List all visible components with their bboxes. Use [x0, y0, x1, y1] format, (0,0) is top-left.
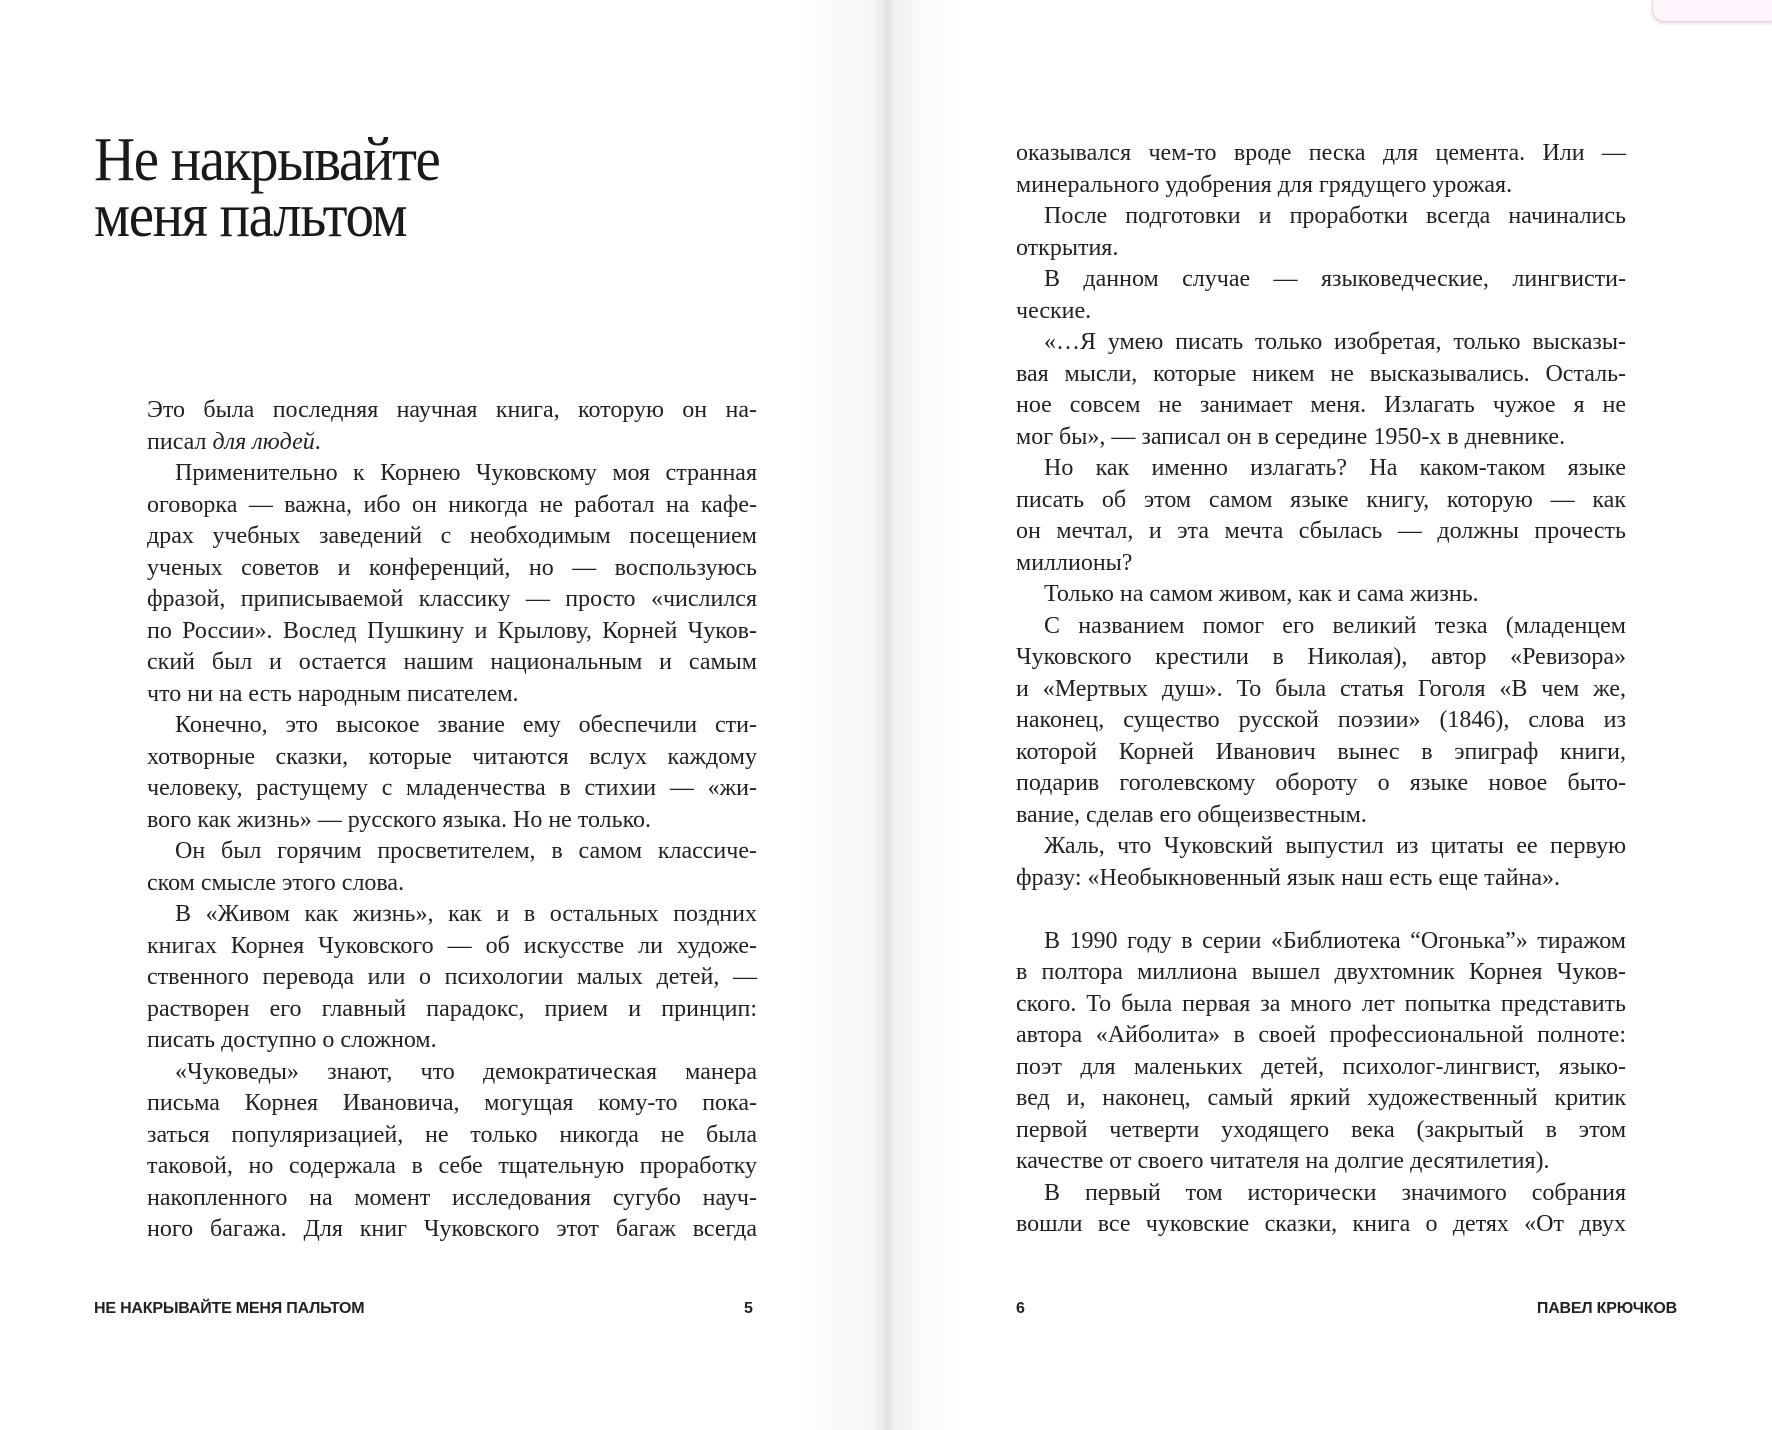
paragraph — [1016, 926, 1626, 1178]
left-page-body — [147, 395, 757, 1246]
chapter-title-line: меня пальтом — [94, 182, 407, 250]
text-line: драх учебных заведений с необходимым посещением — [147, 523, 757, 549]
page-number: 5 — [744, 1300, 753, 1317]
paragraph — [147, 395, 757, 458]
text-line: открытия. — [1016, 234, 1119, 261]
text-segment: . — [314, 428, 321, 455]
paragraph — [1016, 831, 1626, 894]
text-line: человеку, растущему с младенчества в стихии — «жи- — [147, 775, 757, 801]
text-line: В «Живом как жизнь», как и в остальных поздних — [175, 901, 757, 927]
text-line: Конечно, это высокое звание ему обеспечили сти- — [175, 712, 757, 738]
text-line: оговорка — важна, ибо он никогда не работал на кафе- — [147, 491, 757, 518]
text-line: таковой, но содержала в себе тщательную проработку — [147, 1153, 757, 1179]
text-line: вая мысли, которые никем не высказывались. Осталь- — [1016, 360, 1626, 387]
text-line: мог бы», — записал он в середине 1950-х в дневнике. — [1016, 423, 1566, 450]
text-line: «Чуковеды» знают, что демократическая манера — [175, 1058, 757, 1085]
paragraph — [1016, 453, 1626, 579]
text-line: минерального удобрения для грядущего урожая. — [1016, 171, 1513, 198]
text-line: подарив гоголевскому обороту о языке новое быто- — [1016, 770, 1626, 796]
text-line: Применительно к Корнею Чуковскому моя странная — [175, 460, 757, 486]
text-line: В данном случае — языковедческие, лингвисти- — [1044, 266, 1626, 292]
paragraph — [147, 899, 757, 1057]
text-segment: писал — [147, 428, 213, 455]
text-line: писать доступно о сложном. — [147, 1027, 437, 1053]
text-line: ского. То была первая за много лет попытка представить — [1016, 990, 1626, 1017]
text-line: и «Мертвых душ». То была статья Гоголя «В чем же, — [1016, 675, 1626, 702]
text-line: письма Корнея Ивановича, могущая кому-то пока- — [147, 1090, 757, 1116]
right-page-body — [1016, 138, 1626, 1241]
text-line: первой четверти уходящего века (закрытый в этом — [1016, 1116, 1626, 1143]
text-line: Он был горячим просветителем, в самом классиче- — [175, 838, 757, 864]
paragraph — [147, 836, 757, 899]
text-line: автора «Айболита» в своей профессиональной полноте: — [1016, 1022, 1626, 1048]
text-line: фразой, приписываемой классику — просто «числился — [147, 586, 757, 612]
text-line: по России». Вослед Пушкину и Крылову, Корней Чуков- — [147, 617, 757, 644]
text-line: оказывался чем-то вроде песка для цемента. Или — — [1016, 140, 1626, 166]
text-line: заться популяризацией, не только никогда не была — [147, 1121, 757, 1148]
text-line: ский был и остается нашим национальным и самым — [147, 649, 757, 675]
text-line: После подготовки и проработки всегда начинались — [1044, 203, 1626, 229]
right-page — [885, 0, 1772, 1430]
paragraph — [147, 710, 757, 836]
text-line: ческие. — [1016, 297, 1092, 324]
paragraph — [1016, 138, 1626, 201]
text-line: что ни на есть народным писателем. — [147, 680, 519, 707]
text-line: поэт для маленьких детей, психолог-лингвист, языко- — [1016, 1053, 1626, 1080]
text-line: Это была последняя научная книга, которую он на- — [147, 397, 757, 423]
paragraph — [1016, 201, 1626, 264]
text-line: ного багажа. Для книг Чуковского этот багаж всегда — [147, 1216, 757, 1242]
text-line: «…Я умею писать только изобретая, только высказы- — [1044, 329, 1626, 355]
text-line: накопленного на момент исследования сугубо науч- — [147, 1184, 757, 1211]
text-line: он мечтал, и эта мечта сбылась — должны прочесть — [1016, 518, 1626, 544]
text-line: книгах Корнея Чуковского — об искусстве ли художе- — [147, 932, 757, 959]
italic-emphasis: для людей — [212, 428, 315, 455]
text-line: хотворные сказки, которые читаются вслух каждому — [147, 743, 757, 770]
text-line: писать об этом самом языке книгу, которую — как — [1016, 486, 1626, 513]
paragraph — [147, 458, 757, 710]
text-line: Но как именно излагать? На каком-таком языке — [1044, 455, 1626, 481]
text-line: ученых советов и конференций, но — воспользуюсь — [147, 554, 757, 581]
text-line: ском смысле этого слова. — [147, 869, 405, 896]
paragraph — [1016, 264, 1626, 327]
popup-panel-edge[interactable] — [1652, 0, 1772, 22]
text-line — [147, 427, 757, 459]
text-line: Чуковского крестили в Николая), автор «Ревизора» — [1016, 644, 1626, 670]
text-line: Жаль, что Чуковский выпустил из цитаты ее первую — [1044, 833, 1626, 859]
text-line: В первый том исторически значимого собрания — [1044, 1179, 1626, 1206]
text-line: Только на самом живом, как и сама жизнь. — [1044, 581, 1479, 607]
text-line: растворен его главный парадокс, прием и принцип: — [147, 995, 757, 1022]
text-line: качестве от своего читателя на долгие десятилетия). — [1016, 1148, 1550, 1174]
paragraph — [1016, 1178, 1626, 1241]
chapter-title — [94, 126, 440, 250]
text-line: вед и, наконец, самый яркий художественный критик — [1016, 1085, 1626, 1111]
running-header-author: ПАВЕЛ КРЮЧКОВ — [1536, 1300, 1677, 1317]
text-line: миллионы? — [1016, 549, 1133, 576]
running-header-book-title: НЕ НАКРЫВАЙТЕ МЕНЯ ПАЛЬТОМ — [94, 1300, 365, 1317]
paragraph — [147, 1057, 757, 1246]
left-page — [0, 0, 885, 1430]
chapter-title-line: Не накрывайте — [94, 126, 440, 194]
text-line: ное совсем не занимает меня. Излагать чужое я не — [1016, 392, 1626, 418]
text-line: В 1990 году в серии «Библиотека “Огонька”» тиражом — [1044, 927, 1626, 954]
text-line: С названием помог его великий тезка (младенцем — [1044, 612, 1626, 639]
paragraph — [1016, 611, 1626, 832]
text-line: которой Корней Иванович вынес в эпиграф книги, — [1016, 738, 1626, 765]
text-line: вание, сделав его общеизвестным. — [1016, 801, 1367, 828]
paragraph — [1016, 579, 1626, 611]
text-line: вошли все чуковские сказки, книга о детях «От двух — [1016, 1211, 1626, 1237]
text-line: наконец, существо русской поэзии» (1846), слова из — [1016, 707, 1626, 733]
text-line: ственного перевода или о психологии малых детей, — — [147, 964, 757, 990]
paragraph — [1016, 327, 1626, 453]
text-line: в полтора миллиона вышел двухтомник Корнея Чуков- — [1016, 959, 1626, 985]
text-line: вого как жизнь» — русского языка. Но не только. — [147, 806, 652, 833]
text-line: фразу: «Необыкновенный язык наш есть еще тайна». — [1016, 864, 1561, 891]
page-number: 6 — [1016, 1300, 1025, 1317]
